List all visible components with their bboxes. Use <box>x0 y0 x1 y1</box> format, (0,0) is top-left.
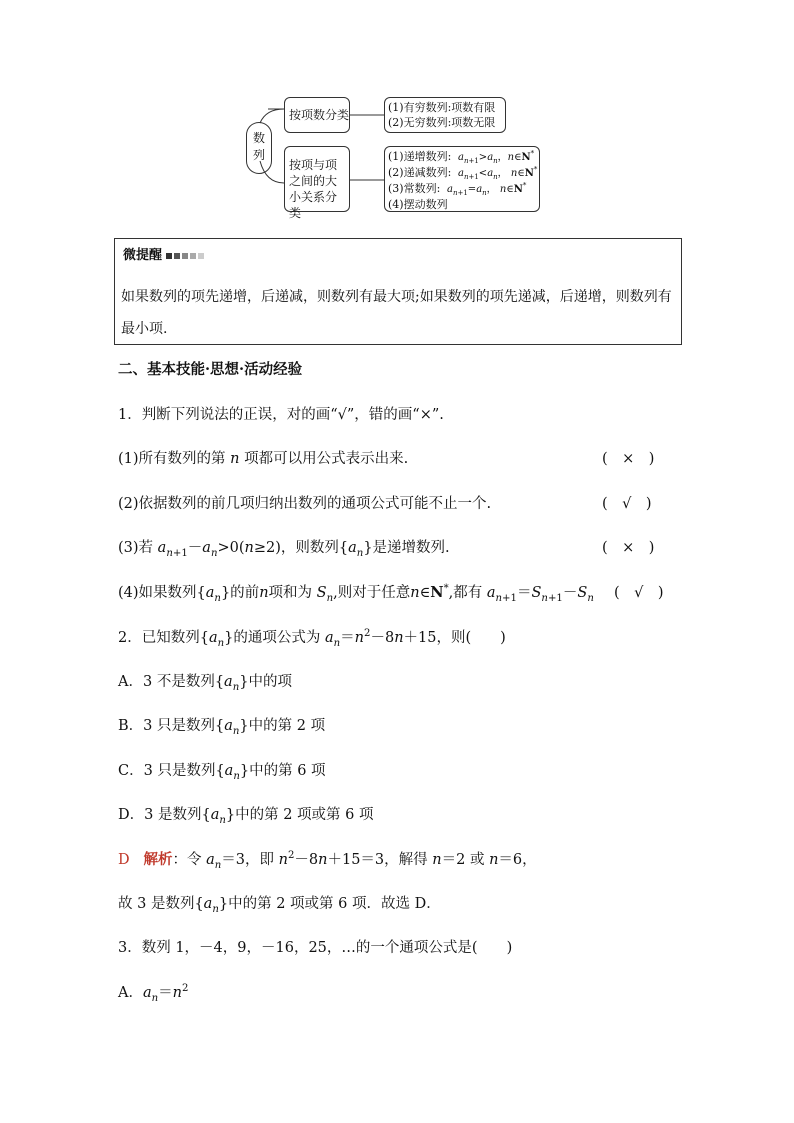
q1-item-2: (2)依据数列的前几项归纳出数列的通项公式可能不止一个. <box>118 496 492 512</box>
q2-option-c: C．3 只是数列$\{a_n\}$中的第 6 项 <box>118 763 326 782</box>
decreasing-row: (2)递减数列: $a_{n+1}<a_n$， n∈N* <box>388 165 538 181</box>
q1-item-3: (3)若 $a_{n+1}-a_n>0(n\ge 2)$，则数列$\{a_n\}$是递增数列. <box>118 540 450 559</box>
tip-decoration <box>166 248 206 263</box>
increasing-condition: $a_{n+1}>a_n$，n∈N* <box>457 149 535 165</box>
tip-box <box>114 238 682 345</box>
q3-stem: 3．数列 1，－4，9，－16，25，…的一个通项公式是( ) <box>118 940 513 956</box>
q1-answer-2: ( √ ) <box>602 496 652 512</box>
q2-option-a: A．3 不是数列$\{a_n\}$中的项 <box>118 674 292 693</box>
q1-answer-4: ( √ ) <box>614 585 664 601</box>
q2-answer-letter: D <box>118 852 130 868</box>
branch1-detail <box>384 97 506 133</box>
branch1-node <box>284 97 350 133</box>
finite-sequence: (1)有穷数列:项数有限 <box>388 101 496 114</box>
q1-answer-3: ( × ) <box>602 540 655 556</box>
q2-analysis-label: 解析 <box>143 851 173 868</box>
q1-item-1: (1)所有数列的第 n 项都可以用公式表示出来. <box>118 451 409 467</box>
infinite-sequence: (2)无穷数列:项数无限 <box>388 116 496 129</box>
branch2-detail <box>384 146 540 212</box>
q1-answer-1: ( × ) <box>602 451 655 467</box>
tip-body: 如果数列的项先递增，后递减，则数列有最大项;如果数列的项先递减，后递增，则数列有最小项. <box>121 289 672 337</box>
branch2-label: 按项与项之间的大小关系分类 <box>289 158 338 220</box>
q2-analysis: D 解析：令 $a_n=3$，即 $n^2-8n+15=3$，解得 n＝2 或 n＝6， <box>118 850 537 871</box>
q2-option-b: B．3 只是数列$\{a_n\}$中的第 2 项 <box>118 718 326 737</box>
root-label: 数列 <box>252 131 265 162</box>
increasing-row: (1)递增数列: $a_{n+1}>a_n$，n∈N* <box>388 149 535 165</box>
tip-title: 微提醒 <box>123 248 163 263</box>
q2-option-d: D．3 是数列$\{a_n\}$中的第 2 项或第 6 项 <box>118 807 374 826</box>
q3-option-a: A．$a_n=n^2$ <box>118 983 189 1004</box>
tip-header <box>123 247 206 265</box>
q2-stem: 2．已知数列$\{a_n\}$的通项公式为 $a_n=n^2-8n+15$，则( ) <box>118 628 506 649</box>
root-node <box>246 122 272 174</box>
section-title: 二、基本技能·思想·活动经验 <box>118 361 303 378</box>
branch2-node <box>284 146 350 220</box>
constant-row: (3)常数列: $a_{n+1}=a_n$， n∈N* <box>388 181 527 197</box>
constant-condition: $a_{n+1}=a_n$， n∈N* <box>446 181 527 197</box>
oscillating-row: (4)摆动数列 <box>388 198 448 211</box>
q1-stem: 1．判断下列说法的正误，对的画“√”，错的画“×”. <box>118 407 444 423</box>
decreasing-condition: $a_{n+1}<a_n$， n∈N* <box>457 165 538 181</box>
branch1-label: 按项数分类 <box>289 108 350 122</box>
q1-item-4: (4)如果数列$\{a_n\}$的前n项和为 $S_n$,则对于任意n∈N*,都有 $a_{n+1}=S_{n+1}-S_n$ <box>118 583 594 604</box>
q2-analysis-line2: 故 3 是数列$\{a_n\}$中的第 2 项或第 6 项．故选 D． <box>118 896 441 915</box>
